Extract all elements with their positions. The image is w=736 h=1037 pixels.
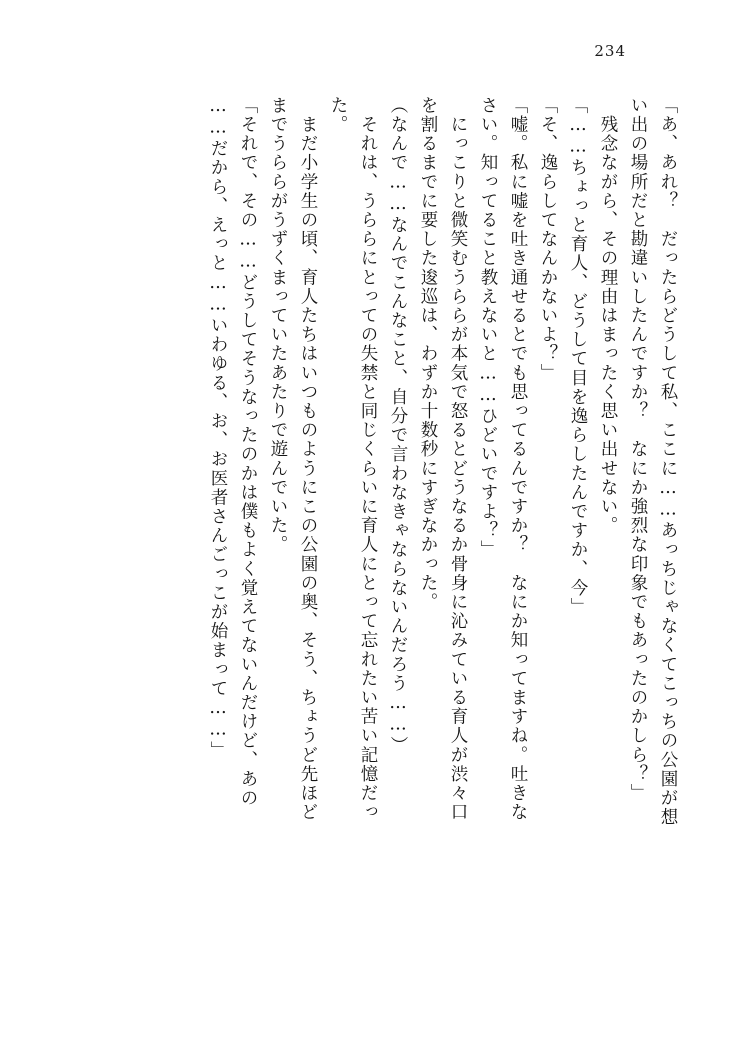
text-line: 「それで、その……どうしてそうなったのかは僕もよく覚えてないんだけど、あの <box>238 96 258 808</box>
text-line: ……だから、えっと……いわゆる、お、お医者さんごっこが始まって……」 <box>208 96 228 761</box>
text-line: を割るまでに要した逡巡は、わずか十数秒にすぎなかった。 <box>418 96 438 612</box>
text-line: 残念ながら、その理由はまったく思い出せない。 <box>598 96 618 536</box>
text-line: い出の場所だと勘違いしたんですか？ なにか強烈な印象でもあったのかしら？」 <box>628 96 648 803</box>
text-line: さい。知ってること教えないと……ひどいですよ？」 <box>478 96 498 560</box>
text-line: 「あ、あれ？ だったらどうして私、ここに……あっちじゃなくてこっちの公園が想 <box>658 96 678 827</box>
text-line: た。 <box>328 96 348 135</box>
text-line: 「嘘。私に嘘を吐き通せるとでも思ってるんですか？ なにか知ってますね。吐きな <box>508 96 528 822</box>
text-line: （なんで……なんでこんなこと、自分で言わなきゃならないんだろう……） <box>388 96 408 756</box>
text-line: まだ小学生の頃、育人たちはいつものようにこの公園の奥、そう、ちょうど先ほど <box>298 96 318 822</box>
text-line: までうららがうずくまっていたあたりで遊んでいた。 <box>268 96 288 555</box>
page-number: 234 <box>594 42 626 60</box>
text-line: 「……ちょっと育人、どうして目を逸らしたんですか、今」 <box>568 96 588 617</box>
text-line: にっこりと微笑むうららが本気で怒るとどうなるか骨身に沁みている育人が渋々口 <box>448 96 468 822</box>
text-line: 「そ、逸らしてなんかないよ？」 <box>538 96 558 383</box>
body-text-block <box>60 96 676 956</box>
text-line: それは、うららにとっての失禁と同じくらいに育人にとって忘れたい苦い記憶だっ <box>358 96 378 822</box>
